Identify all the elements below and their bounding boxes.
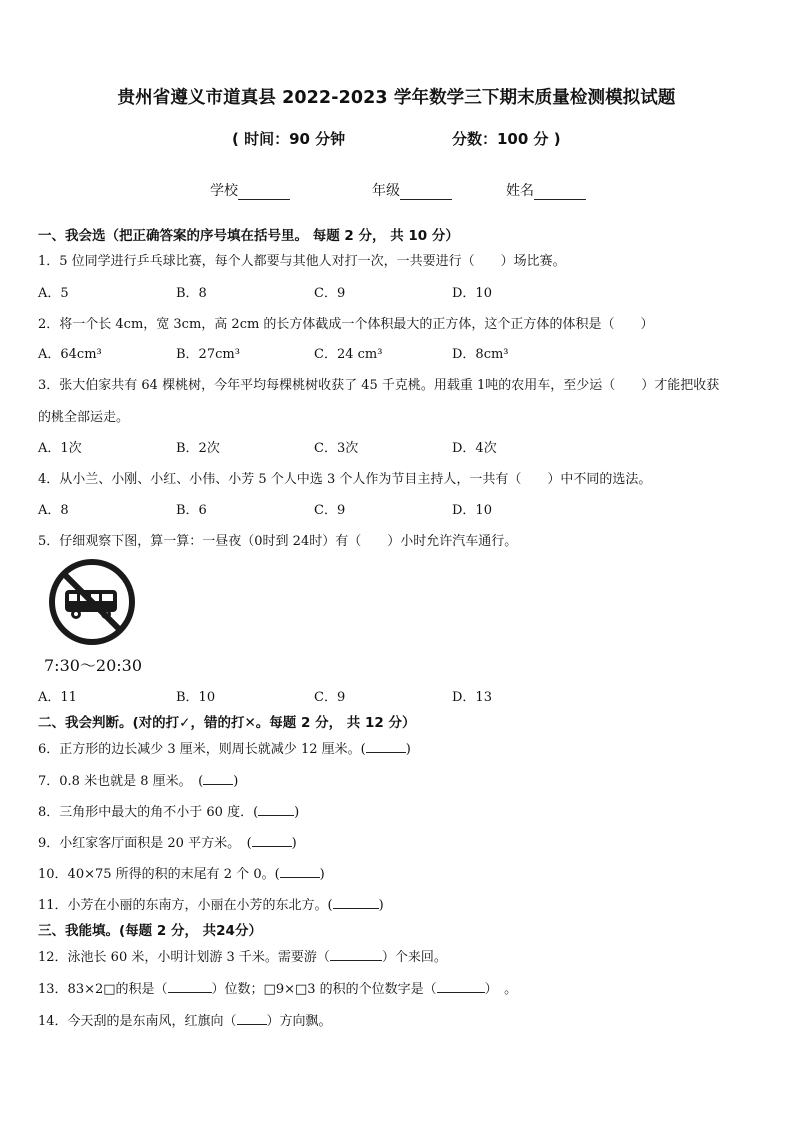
q2-option-d: D．8cm³ — [452, 347, 509, 362]
q7-text: 7．0.8 米也就是 8 厘米。 ( — [38, 774, 204, 789]
q1-option-b: B．8 — [176, 286, 207, 301]
name-field — [506, 180, 586, 200]
q6-text: 6．正方形的边长减少 3 厘米，则周长就减少 12 厘米。( — [38, 742, 366, 757]
q1-option-d: D．10 — [452, 286, 492, 301]
question-12 — [38, 946, 447, 965]
question-2: 2．将一个长 4cm，宽 3cm，高 2cm 的长方体截成一个体积最大的正方体，这个正方体的体积是（ ） — [38, 317, 654, 332]
q2-option-a: A．64cm³ — [38, 347, 102, 362]
q2-option-c: C．24 cm³ — [314, 347, 383, 362]
grade-label: 年级 — [372, 183, 400, 199]
question-11: 11．小芳在小丽的东南方，小丽在小芳的东北方。( ) — [38, 898, 384, 913]
question-5: 5．仔细观察下图，算一算：一昼夜（0时到 24时）有（ ）小时允许汽车通行。 — [38, 534, 518, 549]
sign-time-label: 7:30～20:30 — [44, 656, 143, 675]
q14-answer-blank[interactable] — [237, 1012, 267, 1025]
q14-text-b: ）方向飘。 — [266, 1014, 332, 1029]
q13-answer-blank-1[interactable] — [168, 980, 212, 993]
q12-answer-blank[interactable] — [330, 948, 382, 961]
q2-option-b: B．27cm³ — [176, 347, 240, 362]
score-info: 分数：100 分 ) — [452, 130, 561, 148]
section2-title: 二、我会判断。(对的打✓，错的打✕。每题 2 分， 共 12 分） — [38, 715, 416, 731]
name-blank[interactable] — [534, 185, 586, 200]
time-info: ( 时间：90 分钟 — [232, 130, 346, 148]
q11-answer-blank[interactable] — [333, 896, 379, 909]
q3-option-c: C．3次 — [314, 441, 359, 456]
question-10: 10．40×75 所得的积的末尾有 2 个 0。( ) — [38, 867, 325, 882]
q13-answer-blank-2[interactable] — [437, 980, 485, 993]
q13-text-a: 13．83×2□的积是（ — [38, 982, 168, 997]
q8-answer-blank[interactable] — [258, 803, 294, 816]
q5-option-b: B．10 — [176, 690, 216, 705]
question-4: 4．从小兰、小刚、小红、小伟、小芳 5 个人中选 3 个人作为节目主持人，一共有（ ）中不同的选法。 — [38, 472, 652, 487]
q8-text: 8．三角形中最大的角不小于 60 度．( — [38, 805, 259, 820]
grade-field — [372, 180, 452, 200]
school-blank[interactable] — [238, 185, 290, 200]
question-3-line2: 的桃全部运走。 — [38, 410, 130, 425]
q4-option-b: B．6 — [176, 503, 207, 518]
question-7: 7．0.8 米也就是 8 厘米。 ( ) — [38, 774, 239, 789]
q12-text-b: ）个来回。 — [381, 950, 447, 965]
question-8: 8．三角形中最大的角不小于 60 度．( ) — [38, 805, 300, 820]
q5-option-d: D．13 — [452, 690, 492, 705]
question-1: 1．5 位同学进行乒乓球比赛，每个人都要与其他人对打一次，一共要进行（ ）场比赛。 — [38, 254, 566, 269]
q1-option-c: C．9 — [314, 286, 346, 301]
q5-option-c: C．9 — [314, 690, 346, 705]
q10-answer-blank[interactable] — [280, 865, 320, 878]
question-14 — [38, 1010, 332, 1029]
question-13 — [38, 978, 517, 997]
q4-option-c: C．9 — [314, 503, 346, 518]
section1-title: 一、我会选（把正确答案的序号填在括号里。 每题 2 分， 共 10 分） — [38, 228, 459, 244]
q14-text-a: 14．今天刮的是东南风，红旗向（ — [38, 1014, 237, 1029]
q7-answer-blank[interactable] — [203, 772, 233, 785]
school-label: 学校 — [210, 183, 238, 199]
q11-text: 11．小芳在小丽的东南方，小丽在小芳的东北方。( — [38, 898, 333, 913]
grade-blank[interactable] — [400, 185, 452, 200]
page-title: 贵州省遵义市道真县 2022-2023 学年数学三下期末质量检测模拟试题 — [117, 88, 676, 108]
question-6: 6．正方形的边长减少 3 厘米，则周长就减少 12 厘米。( ) — [38, 742, 411, 757]
school-field — [210, 180, 290, 200]
q5-option-a: A．11 — [38, 690, 77, 705]
q9-answer-blank[interactable] — [252, 834, 292, 847]
q9-text: 9．小红家客厅面积是 20 平方米。 ( — [38, 836, 252, 851]
q13-text-b: ）位数；□9×□3 的积的个位数字是（ — [211, 982, 437, 997]
name-label: 姓名 — [506, 183, 534, 199]
q4-option-a: A．8 — [38, 503, 69, 518]
question-3-line1: 3．张大伯家共有 64 棵桃树，今年平均每棵桃树收获了 45 千克桃。用载重 1吨的农用车，至少运（ ）才能把收获 — [38, 378, 720, 393]
q3-option-d: D．4次 — [452, 441, 497, 456]
q6-answer-blank[interactable] — [366, 740, 406, 753]
q3-option-a: A．1次 — [38, 441, 82, 456]
q12-text-a: 12．泳池长 60 米，小明计划游 3 千米。需要游（ — [38, 950, 330, 965]
q4-option-d: D．10 — [452, 503, 492, 518]
q3-option-b: B．2次 — [176, 441, 220, 456]
section3-title: 三、我能填。(每题 2 分， 共24分） — [38, 923, 262, 939]
q10-text: 10．40×75 所得的积的末尾有 2 个 0。( — [38, 867, 280, 882]
q1-option-a: A．5 — [38, 286, 69, 301]
q13-text-c: ） 。 — [484, 982, 518, 997]
question-9: 9．小红家客厅面积是 20 平方米。 ( ) — [38, 836, 297, 851]
